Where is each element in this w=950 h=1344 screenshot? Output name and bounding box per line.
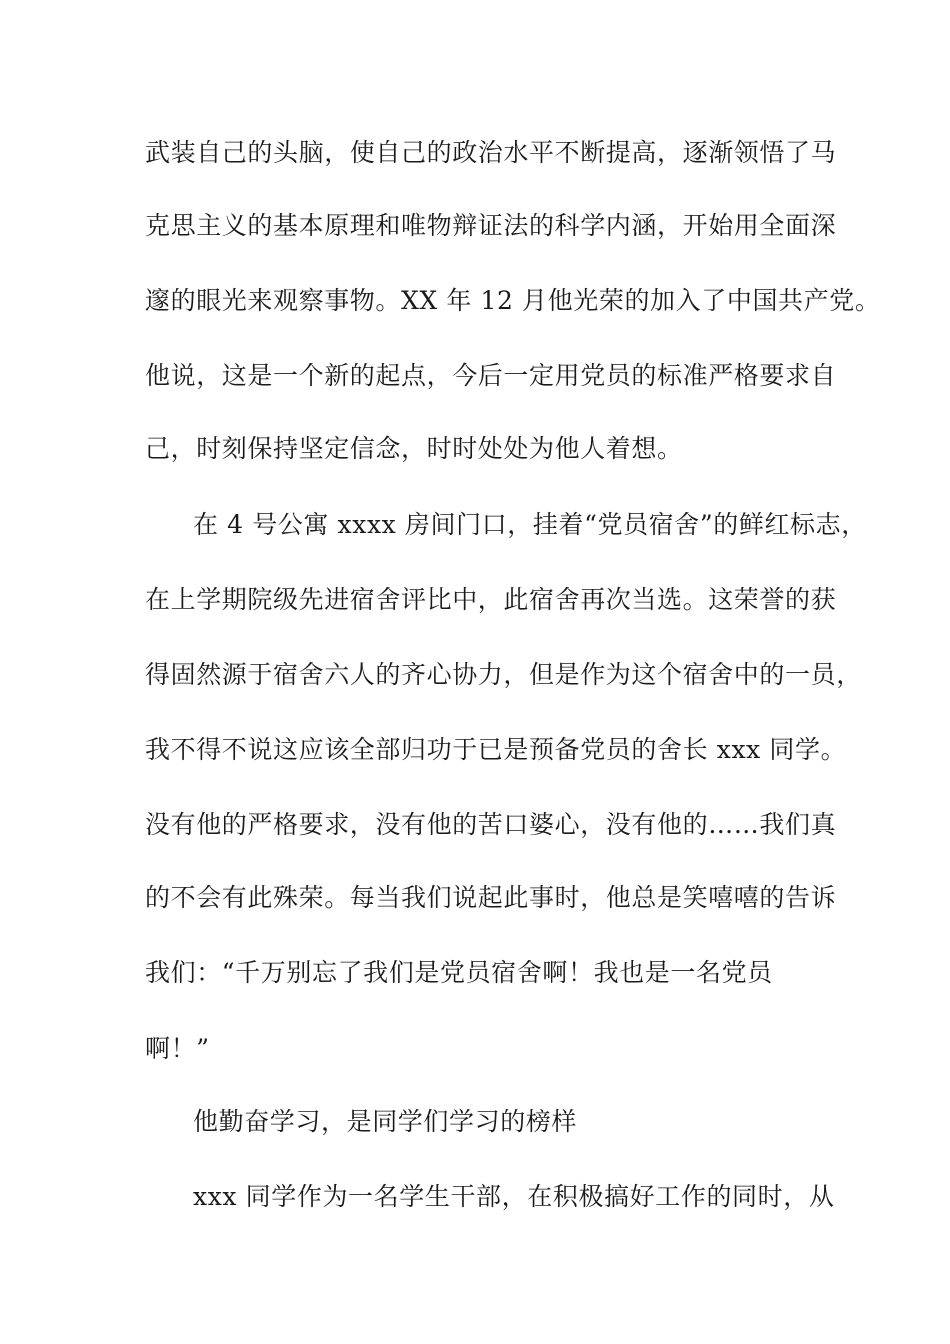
paragraph-first-line: xxx 同学作为一名学生干部，在积极搞好工作的同时，从 [193,1182,835,1211]
text-line: 他说，这是一个新的起点，今后一定用党员的标准严格要求自 [145,361,837,390]
text-line: 的不会有此殊荣。每当我们说起此事时，他总是笑嘻嘻的告诉 [145,883,837,912]
text-line: 我们：“千万别忘了我们是党员宿舍啊！我也是一名党员 [145,958,773,987]
text-line: 得固然源于宿舍六人的齐心协力，但是作为这个宿舍中的一员， [145,660,862,689]
text-line: 在上学期院级先进宿舍评比中，此宿舍再次当选。这荣誉的获 [145,585,837,614]
text-line: 啊！” [145,1034,210,1063]
text-line: 己，时刻保持坚定信念，时时处处为他人着想。 [145,434,683,463]
text-line: 邃的眼光来观察事物。XX 年 12 月他光荣的加入了中国共产党。 [145,286,881,315]
text-line: 没有他的严格要求，没有他的苦口婆心，没有他的……我们真 [145,810,837,839]
text-line: 武装自己的头脑，使自己的政治水平不断提高，逐渐领悟了马 [145,138,837,167]
text-line: 克思主义的基本原理和唯物辩证法的科学内涵，开始用全面深 [145,211,837,240]
paragraph-first-line: 在 4 号公寓 xxxx 房间门口，挂着“党员宿舍”的鲜红标志， [193,510,867,539]
text-line: 我不得不说这应该全部归功于已是预备党员的舍长 xxx 同学。 [145,735,847,764]
section-heading: 他勤奋学习，是同学们学习的榜样 [193,1107,578,1136]
